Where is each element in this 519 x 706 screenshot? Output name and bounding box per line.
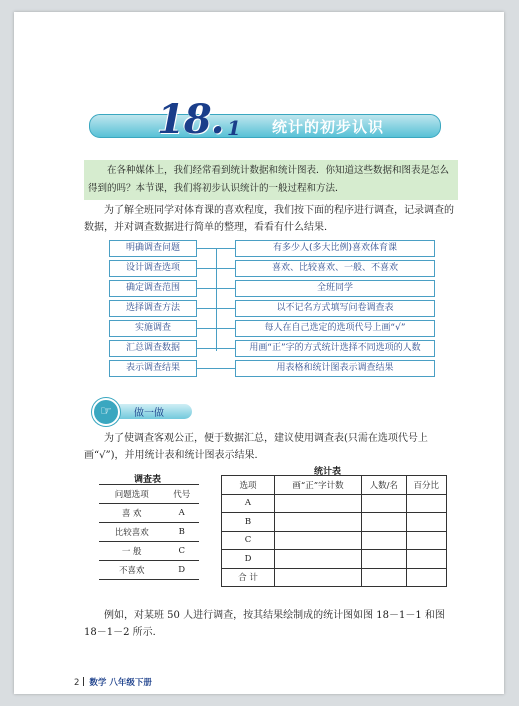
survey-table-caption: 调查表 [134, 475, 162, 485]
table-row [99, 542, 199, 561]
book-title: 数学 八年级下册 [89, 678, 152, 688]
step-detail: 以不记名方式填写问卷调查表 [235, 300, 435, 317]
table-row [222, 550, 447, 569]
table-header-row [99, 485, 199, 504]
step-label: 汇总调查数据 [109, 340, 197, 357]
intro-text: 在各种媒体上，我们经常看到统计数据和统计图表．你知道这些数据和图表是怎么得到的吗？本节课，我们将初步认识统计的一般过程和方法． [88, 165, 450, 194]
table-cell: 不喜欢 [99, 561, 164, 580]
table-cell [406, 531, 446, 550]
step-detail: 每人在自己选定的选项代号上画“√” [235, 320, 435, 337]
table-cell [362, 531, 407, 550]
table-cell: C [164, 542, 199, 561]
flow-step [109, 240, 439, 257]
connector-line [197, 268, 235, 269]
table-row [222, 568, 447, 587]
column-header: 代号 [164, 485, 199, 504]
table-cell [362, 513, 407, 532]
column-header: 选项 [222, 476, 275, 495]
table-row [99, 561, 199, 580]
column-header: 人数/名 [362, 476, 407, 495]
table-cell: 喜 欢 [99, 504, 164, 523]
table-cell [406, 550, 446, 569]
section-banner [77, 96, 447, 146]
step-label: 确定调查范围 [109, 280, 197, 297]
section-subnumber: 1 [227, 116, 241, 140]
paragraph-3: 例如，对某班 50 人进行调查，按其结果绘制成的统计图如图 18－1－1 和图 18－1－2 所示． [84, 610, 445, 638]
table-cell: D [222, 550, 275, 569]
hand-icon: ☞ [92, 398, 120, 426]
table-cell [275, 494, 362, 513]
flow-step [109, 260, 439, 277]
table-cell [406, 513, 446, 532]
table-cell: A [164, 504, 199, 523]
table-row [222, 494, 447, 513]
step-label: 表示调查结果 [109, 360, 197, 377]
stats-table [221, 475, 447, 587]
table-row [99, 523, 199, 542]
table-cell: B [222, 513, 275, 532]
table-cell [275, 550, 362, 569]
connector-line [197, 288, 235, 289]
table-cell [406, 494, 446, 513]
flow-step [109, 360, 439, 377]
step-detail: 全班同学 [235, 280, 435, 297]
paragraph-2: 为了使调查客观公正，便于数据汇总，建议使用调查表(只需在选项代号上画“√”)，并用统计表和统计图表示结果． [84, 433, 428, 461]
step-detail: 用画“正”字的方式统计选择不同选项的人数 [235, 340, 435, 357]
table-cell: A [222, 494, 275, 513]
table-cell: D [164, 561, 199, 580]
textbook-page [14, 12, 504, 694]
table-cell: B [164, 523, 199, 542]
step-detail: 喜欢、比较喜欢、一般、不喜欢 [235, 260, 435, 277]
page-number: 2 [74, 678, 80, 688]
flow-step [109, 280, 439, 297]
section-title: 统计的初步认识 [272, 118, 385, 136]
table-cell: 合 计 [222, 568, 275, 587]
step-label: 实施调查 [109, 320, 197, 337]
connector-line [197, 308, 235, 309]
stats-table-caption: 统计表 [314, 467, 342, 477]
table-cell [275, 513, 362, 532]
flow-step [109, 300, 439, 317]
table-cell: 比较喜欢 [99, 523, 164, 542]
section-number: 18. [157, 96, 224, 143]
table-cell: 一 般 [99, 542, 164, 561]
connector-line [197, 348, 235, 349]
connector-line [197, 368, 235, 369]
footer-divider [83, 677, 84, 686]
flow-step [109, 320, 439, 337]
banner-bar [89, 114, 441, 138]
table-cell [275, 531, 362, 550]
column-header: 画“正”字计数 [275, 476, 362, 495]
table-header-row [222, 476, 447, 495]
step-detail: 有多少人(多大比例)喜欢体育课 [235, 240, 435, 257]
page-footer [74, 676, 152, 688]
activity-banner [86, 398, 196, 424]
intro-box [84, 160, 458, 200]
connector-line [197, 328, 235, 329]
table-cell [406, 568, 446, 587]
flow-step [109, 340, 439, 357]
table-cell: C [222, 531, 275, 550]
survey-table [99, 484, 199, 580]
column-header: 问题选项 [99, 485, 164, 504]
table-cell [362, 550, 407, 569]
table-cell [362, 494, 407, 513]
table-row [222, 531, 447, 550]
step-label: 设计调查选项 [109, 260, 197, 277]
connector-line [197, 248, 235, 249]
table-row [222, 513, 447, 532]
table-cell [275, 568, 362, 587]
activity-label: 做一做 [134, 408, 164, 419]
table-cell [362, 568, 407, 587]
table-row [99, 504, 199, 523]
step-label: 选择调查方法 [109, 300, 197, 317]
step-label: 明确调查问题 [109, 240, 197, 257]
paragraph-1: 为了解全班同学对体育课的喜欢程度，我们按下面的程序进行调查，记录调查的数据，并对调查数据进行简单的整理，看看有什么结果． [84, 205, 454, 233]
step-detail: 用表格和统计图表示调查结果 [235, 360, 435, 377]
column-header: 百分比 [406, 476, 446, 495]
